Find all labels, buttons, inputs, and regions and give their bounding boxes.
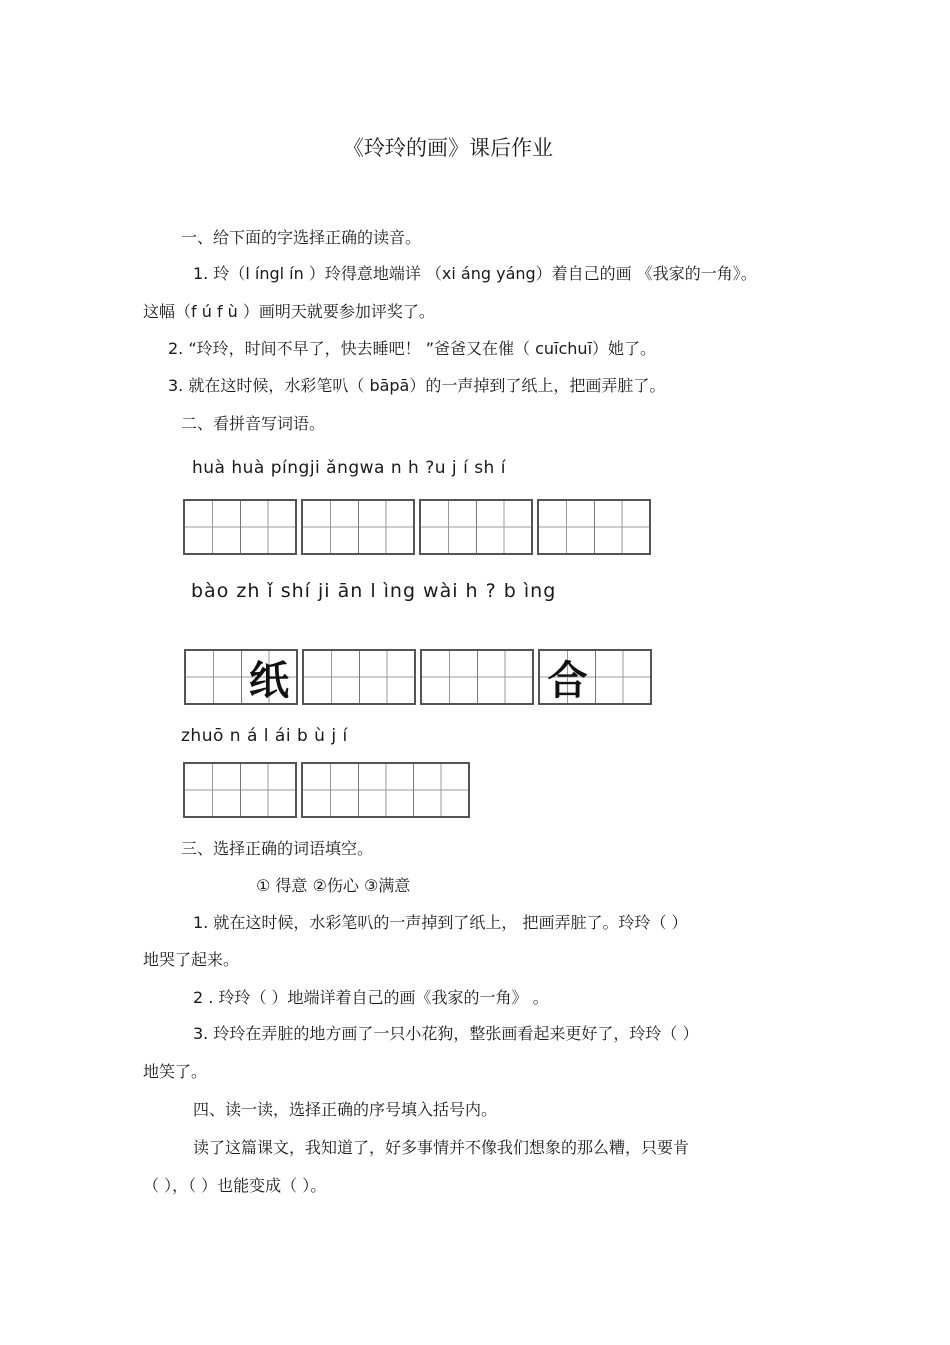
section3-q3-line1: 3. 玲玲在弄脏的地方画了一只小花狗，整张画看起来更好了，玲玲（ ） [193, 1024, 699, 1043]
section1-q2: 2. “玲玲，时间不早了，快去睡吧！ ”爸爸又在催（ cuīchuī）她了。 [168, 339, 657, 358]
section1-q1-line1: 1. 玲（l íngl ín ）玲得意地端详 （xi áng yáng）着自己的画 《我家的一角》。 [193, 264, 757, 283]
word-box[interactable] [183, 499, 297, 555]
grid-cell[interactable] [185, 764, 240, 816]
section2-heading: 二、看拼音写词语。 [181, 414, 326, 433]
prefilled-char [186, 651, 241, 703]
grid-cell[interactable] [476, 501, 531, 553]
prefilled-char [304, 651, 359, 703]
grid-cell[interactable] [359, 651, 414, 703]
prefilled-char [478, 651, 532, 703]
grid-cell[interactable] [595, 651, 650, 703]
grid-cell[interactable] [358, 764, 413, 816]
prefilled-char [360, 651, 414, 703]
prefilled-char [422, 651, 477, 703]
writing-grid-row-2 [184, 649, 656, 705]
section1-q1-line2: 这幅（f ú f ù ）画明天就要参加评奖了。 [143, 302, 435, 321]
word-box[interactable] [538, 649, 652, 705]
grid-cell[interactable] [240, 501, 295, 553]
pinyin-row-3: zhuō n á l ái b ù j í [181, 726, 348, 746]
grid-cell[interactable] [421, 501, 476, 553]
word-box[interactable] [301, 499, 415, 555]
section3-options: ① 得意 ②伤心 ③满意 [256, 876, 411, 895]
grid-cell[interactable] [186, 651, 241, 703]
grid-cell[interactable] [303, 764, 358, 816]
word-box[interactable] [184, 649, 298, 705]
grid-cell[interactable] [539, 501, 594, 553]
grid-cell[interactable] [477, 651, 532, 703]
grid-cell[interactable] [240, 764, 295, 816]
writing-grid-row-1 [183, 499, 655, 555]
word-box[interactable] [301, 762, 470, 818]
grid-cell[interactable] [304, 651, 359, 703]
word-box[interactable] [420, 649, 534, 705]
section3-q1-line2: 地哭了起来。 [143, 950, 240, 969]
section3-q2: 2 . 玲玲（ ）地端详着自己的画《我家的一角》 。 [193, 988, 549, 1007]
section1-heading: 一、给下面的字选择正确的读音。 [181, 228, 422, 247]
section3-heading: 三、选择正确的词语填空。 [181, 839, 374, 858]
section4-line1: 读了这篇课文，我知道了，好多事情并不像我们想象的那么糟，只要肯 [193, 1138, 690, 1157]
pinyin-row-2: bào zh ǐ shí ji ān l ìng wài h ? b ìng [191, 580, 557, 602]
grid-cell[interactable] [540, 651, 595, 703]
section3-q1-line1: 1. 就在这时候，水彩笔叭的一声掉到了纸上， 把画弄脏了。玲玲（ ） [193, 913, 688, 932]
pinyin-row-1: huà huà píngji ǎngwa n h ?u j í sh í [192, 458, 506, 478]
grid-cell[interactable] [303, 501, 358, 553]
grid-cell[interactable] [594, 501, 649, 553]
word-box[interactable] [419, 499, 533, 555]
grid-cell[interactable] [422, 651, 477, 703]
section3-q3-line2: 地笑了。 [143, 1062, 208, 1081]
page-title: 《玲玲的画》课后作业 [343, 136, 553, 160]
grid-cell[interactable] [413, 764, 468, 816]
section1-q3: 3. 就在这时候，水彩笔叭（ bāpā）的一声掉到了纸上，把画弄脏了。 [168, 376, 666, 395]
section4-heading: 四、读一读，选择正确的序号填入括号内。 [193, 1100, 498, 1119]
word-box[interactable] [537, 499, 651, 555]
grid-cell[interactable] [185, 501, 240, 553]
word-box[interactable] [302, 649, 416, 705]
grid-cell[interactable] [358, 501, 413, 553]
grid-cell[interactable] [241, 651, 296, 703]
word-box[interactable] [183, 762, 297, 818]
prefilled-char [596, 651, 650, 703]
writing-grid-row-3 [183, 762, 470, 818]
prefilled-char: 合 [547, 656, 588, 704]
prefilled-char: 纸 [249, 656, 289, 704]
section4-line2: （ ），（ ）也能变成（ ）。 [143, 1176, 327, 1195]
